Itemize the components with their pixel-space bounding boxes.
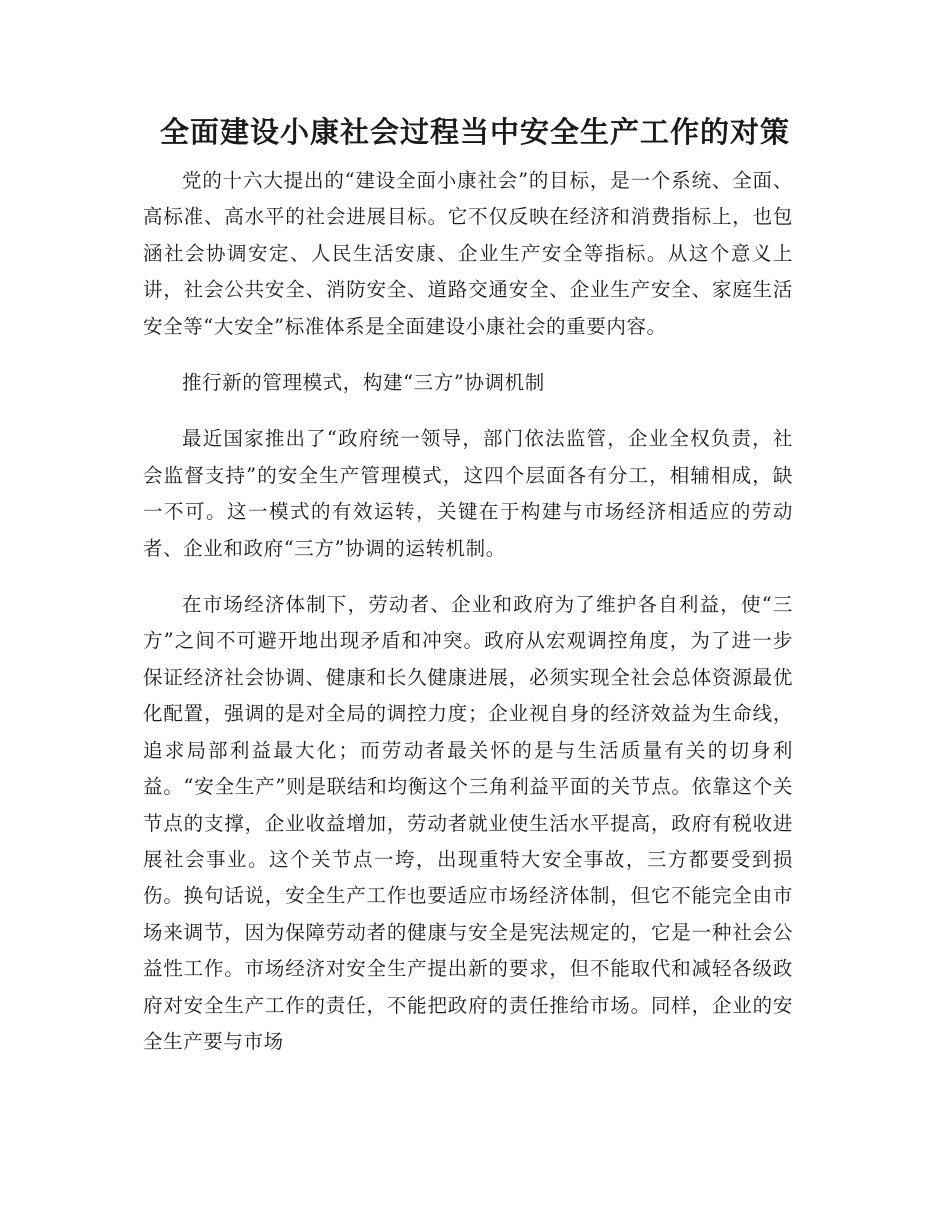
document-body [143,163,793,1080]
section-heading: 推行新的管理模式，构建“三方”协调机制 [182,371,545,395]
paragraph-management-model: 最近国家推出了“政府统一领导，部门依法监管，企业全权负责，社会监督支持”的安全生产管理模式，这四个层面各有分工，相辅相成，缺一不可。这一模式的有效运转，关键在于构建与市场经济相适应的劳动者、企业和政府“三方”协调的运转机制。 [143,427,793,560]
paragraph-intro: 党的十六大提出的“建设全面小康社会”的目标，是一个系统、全面、高标准、高水平的社会进展目标。它不仅反映在经济和消费指标上，也包涵社会协调安定、人民生活安康、企业生产安全等指标。从这个意义上讲，社会公共安全、消防安全、道路交通安全、企业生产安全、家庭生活安全等“大安全”标准体系是全面建设小康社会的重要内容。 [143,169,793,338]
document-title: 全面建设小康社会过程当中安全生产工作的对策 [159,115,790,149]
paragraph-market-economy: 在市场经济体制下，劳动者、企业和政府为了维护各自利益，使“三方”之间不可避开地出现矛盾和冲突。政府从宏观调控角度，为了进一步保证经济社会协调、健康和长久健康进展，必须实现全社会总体资源最优化配置，强调的是对全局的调控力度；企业视自身的经济效益为生命线，追求局部利益最大化；而劳动者最关怀的是与生活质量有关的切身利益。“安全生产”则是联结和均衡这个三角利益平面的关节点。依靠这个关节点的支撑，企业收益增加，劳动者就业使生活水平提高，政府有税收进展社会事业。这个关节点一垮，出现重特大安全事故，三方都要受到损伤。换句话说，安全生产工作也要适应市场经济体制，但它不能完全由市场来调节，因为保障劳动者的健康与安全是宪法规定的，它是一种社会公益性工作。市场经济对安全生产提出新的要求，但不能取代和减轻各级政府对安全生产工作的责任，不能把政府的责任推给市场。同样，企业的安全生产要与市场 [143,593,793,1053]
